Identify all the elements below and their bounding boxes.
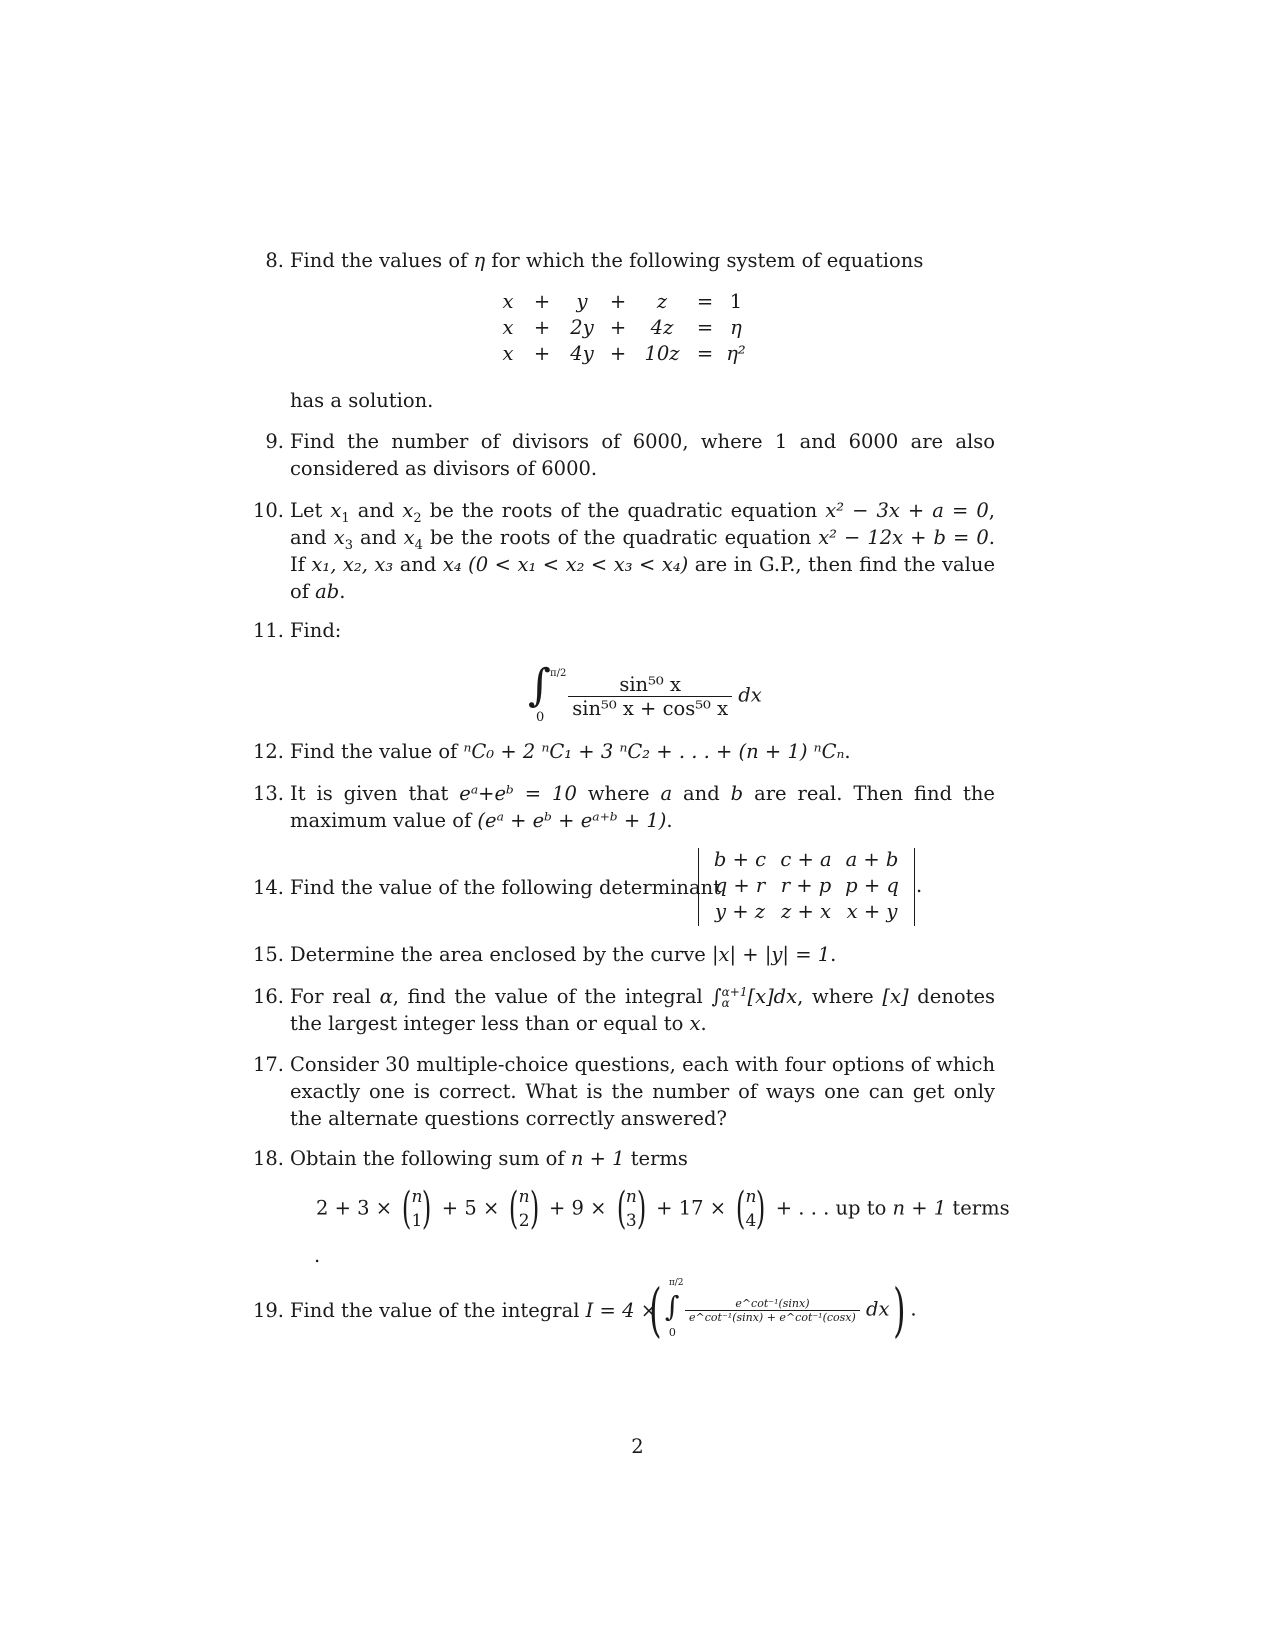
system-cell: η²	[726, 342, 746, 365]
question-number: 17.	[252, 1053, 284, 1076]
matrix-cell: r + p	[780, 874, 832, 897]
matrix-cell: c + a	[780, 848, 832, 871]
question-18: 18. Obtain the following sum of n + 1 terms	[252, 1147, 688, 1170]
system-cell: +	[533, 342, 551, 365]
question-16: 16. For real α, find the value of the integral ∫ α+1 α [x]dx, where [x] denotes the largest integer less than or equal to x.	[252, 984, 996, 1035]
question-12: 12. Find the value of ⁿC₀ + 2 ⁿC₁ + 3 ⁿC₂ + . . . + (n + 1) ⁿCₙ.	[252, 740, 851, 763]
integral-19-display: ( π/2 ∫ 0 $\frac{\text{e\textasciicircum{}cot⁻¹(sinx)}}{\text{e\textasciicircum{}cot⁻¹(sinx) + e\textasciicircum{}cot⁻¹(cosx)}}$ dx ) .	[649, 1276, 917, 1344]
system-cell: x	[502, 290, 514, 313]
question-number: 14.	[252, 876, 284, 899]
question-number: 19.	[252, 1299, 284, 1322]
system-cell: 2y	[570, 316, 594, 339]
system-cell: =	[696, 316, 714, 339]
system-cell: x	[502, 342, 514, 365]
equation-system	[500, 290, 760, 370]
question-number: 10.	[252, 499, 284, 522]
system-cell: 4y	[570, 342, 594, 365]
system-cell: +	[533, 316, 551, 339]
system-cell: =	[696, 342, 714, 365]
system-cell: +	[609, 290, 627, 313]
system-cell: z	[656, 290, 668, 313]
document-page: 8. Find the values of η for which the following system of equations x + y + z = 1 x + 2y + 4z = η x + 4y + 10z = η² has a solution. 9. Find the number of divisors of 6000, where 1 and 6000 are also considered as divisors of 6000. 10. Let $x_1$ and $x_2$ be the roots of the quadratic equation x² − 3x + a = 0, and $x_3$ and $x_4$ be the roots of the quadratic equation x² − 12x + b = 0. If x₁, x₂, x₃ and x₄ (0 < x₁ < x₂ < x₃ < x₄) are in G.P., then find the value of ab. 11. Find: ∫ π/2 0 $\frac{\text{sin⁵⁰ x}}{\text{sin⁵⁰ x + cos⁵⁰ x}}$ dx 12. Find the value of ⁿC₀ + 2 ⁿC₁ + 3 ⁿC₂ + . . . + (n + 1) ⁿCₙ. 13. It is given that eᵃ+eᵇ = 10 where a and b are real. Then find the maximum value of (eᵃ + eᵇ + eᵃ⁺ᵇ + 1). 14. Find the value of the following determinant b + c c + a a + b q + r r + p p + q y + z z + x x + y . 15. Determine the area enclosed by the curve |x| + |y| = 1. 16. For real α, find the value of the integral ∫ α+1 α [x]dx, where [x] denotes the largest integer less than or equal to x. 17. Consider 30 multiple-choice questions, each with four options of which exactly one is correct. What is the number of ways one can get only the alternate questions correctly answered? 18. Obtain the following sum of n + 1 terms 2 + 3 × (n 1 ) + 5 × (n 2 ) + 9 × (n 3 ) + 17 × (n 4 ) + . . . up to n + 1 terms . 19. Find the value of the integral I = 4 × ( π/2 ∫ 0 $\frac{\text{e\textasciicircum{}cot⁻¹(sinx)}}{\text{e\textasciicircum{}cot⁻¹(sinx) + e\textasciicircum{}cot⁻¹(cosx)}}$ dx ) . 2	[0, 0, 1275, 1651]
question-9: 9. Find the number of divisors of 6000, where 1 and 6000 are also considered as divisors of 6000.	[265, 430, 995, 480]
system-cell: +	[609, 342, 627, 365]
matrix-cell: y + z	[714, 900, 766, 923]
system-cell: x	[502, 316, 514, 339]
question-number: 13.	[252, 782, 284, 805]
question-number: 15.	[252, 943, 284, 966]
matrix-cell: x + y	[846, 900, 898, 923]
question-11: 11. Find:	[252, 619, 342, 642]
matrix-cell: q + r	[714, 874, 766, 897]
system-cell: 10z	[644, 342, 680, 365]
question-number: 11.	[252, 619, 284, 642]
question-17: 17. Consider 30 multiple-choice questions, each with four options of which exactly one is correct. What is the number of ways one can get only the alternate questions correctly answered?	[252, 1053, 995, 1130]
matrix-cell: a + b	[845, 848, 899, 871]
question-14: 14. Find the value of the following determinant	[252, 876, 721, 899]
series-display: 2 + 3 × (n 1 ) + 5 × (n 2 ) + 9 × (n 3 ) + 17 × (n 4 ) + . . . up to n + 1 terms	[316, 1183, 1010, 1234]
system-cell: η	[730, 316, 742, 339]
system-cell: =	[696, 290, 714, 313]
determinant-matrix	[698, 848, 915, 926]
matrix-cell: b + c	[713, 848, 767, 871]
question-number: 8.	[265, 249, 284, 272]
system-cell: +	[609, 316, 627, 339]
question-8: 8. Find the values of η for which the following system of equations	[265, 249, 924, 272]
question-number: 16.	[252, 985, 284, 1008]
question-number: 18.	[252, 1147, 284, 1170]
question-number: 12.	[252, 740, 284, 763]
system-cell: y	[576, 290, 588, 313]
system-cell: 1	[729, 290, 743, 313]
question-15: 15. Determine the area enclosed by the curve |x| + |y| = 1.	[252, 943, 837, 966]
system-cell: +	[533, 290, 551, 313]
question-13: 13. It is given that eᵃ+eᵇ = 10 where a and b are real. Then find the maximum value of (eᵃ + eᵇ + eᵃ⁺ᵇ + 1).	[252, 782, 995, 832]
system-cell: 4z	[650, 316, 674, 339]
integral-display: ∫ π/2 0 $\frac{\text{sin⁵⁰ x}}{\text{sin⁵⁰ x + cos⁵⁰ x}}$ dx	[528, 660, 762, 725]
question-19: 19. Find the value of the integral I = 4 ×	[252, 1299, 658, 1322]
question-10: 10. Let $x_1$ and $x_2$ be the roots of the quadratic equation x² − 3x + a = 0, and $x_3$ and $x_4$ be the roots of the quadratic equation x² − 12x + b = 0. If x₁, x₂, x₃ and x₄ (0 < x₁ < x₂ < x₃ < x₄) are in G.P., then find the value of ab.	[252, 499, 995, 603]
page-number: 2	[631, 1435, 644, 1458]
matrix-cell: z + x	[780, 900, 831, 923]
matrix-cell: p + q	[845, 874, 899, 897]
question-number: 9.	[265, 430, 284, 453]
question-8-tail: has a solution.	[290, 389, 434, 412]
